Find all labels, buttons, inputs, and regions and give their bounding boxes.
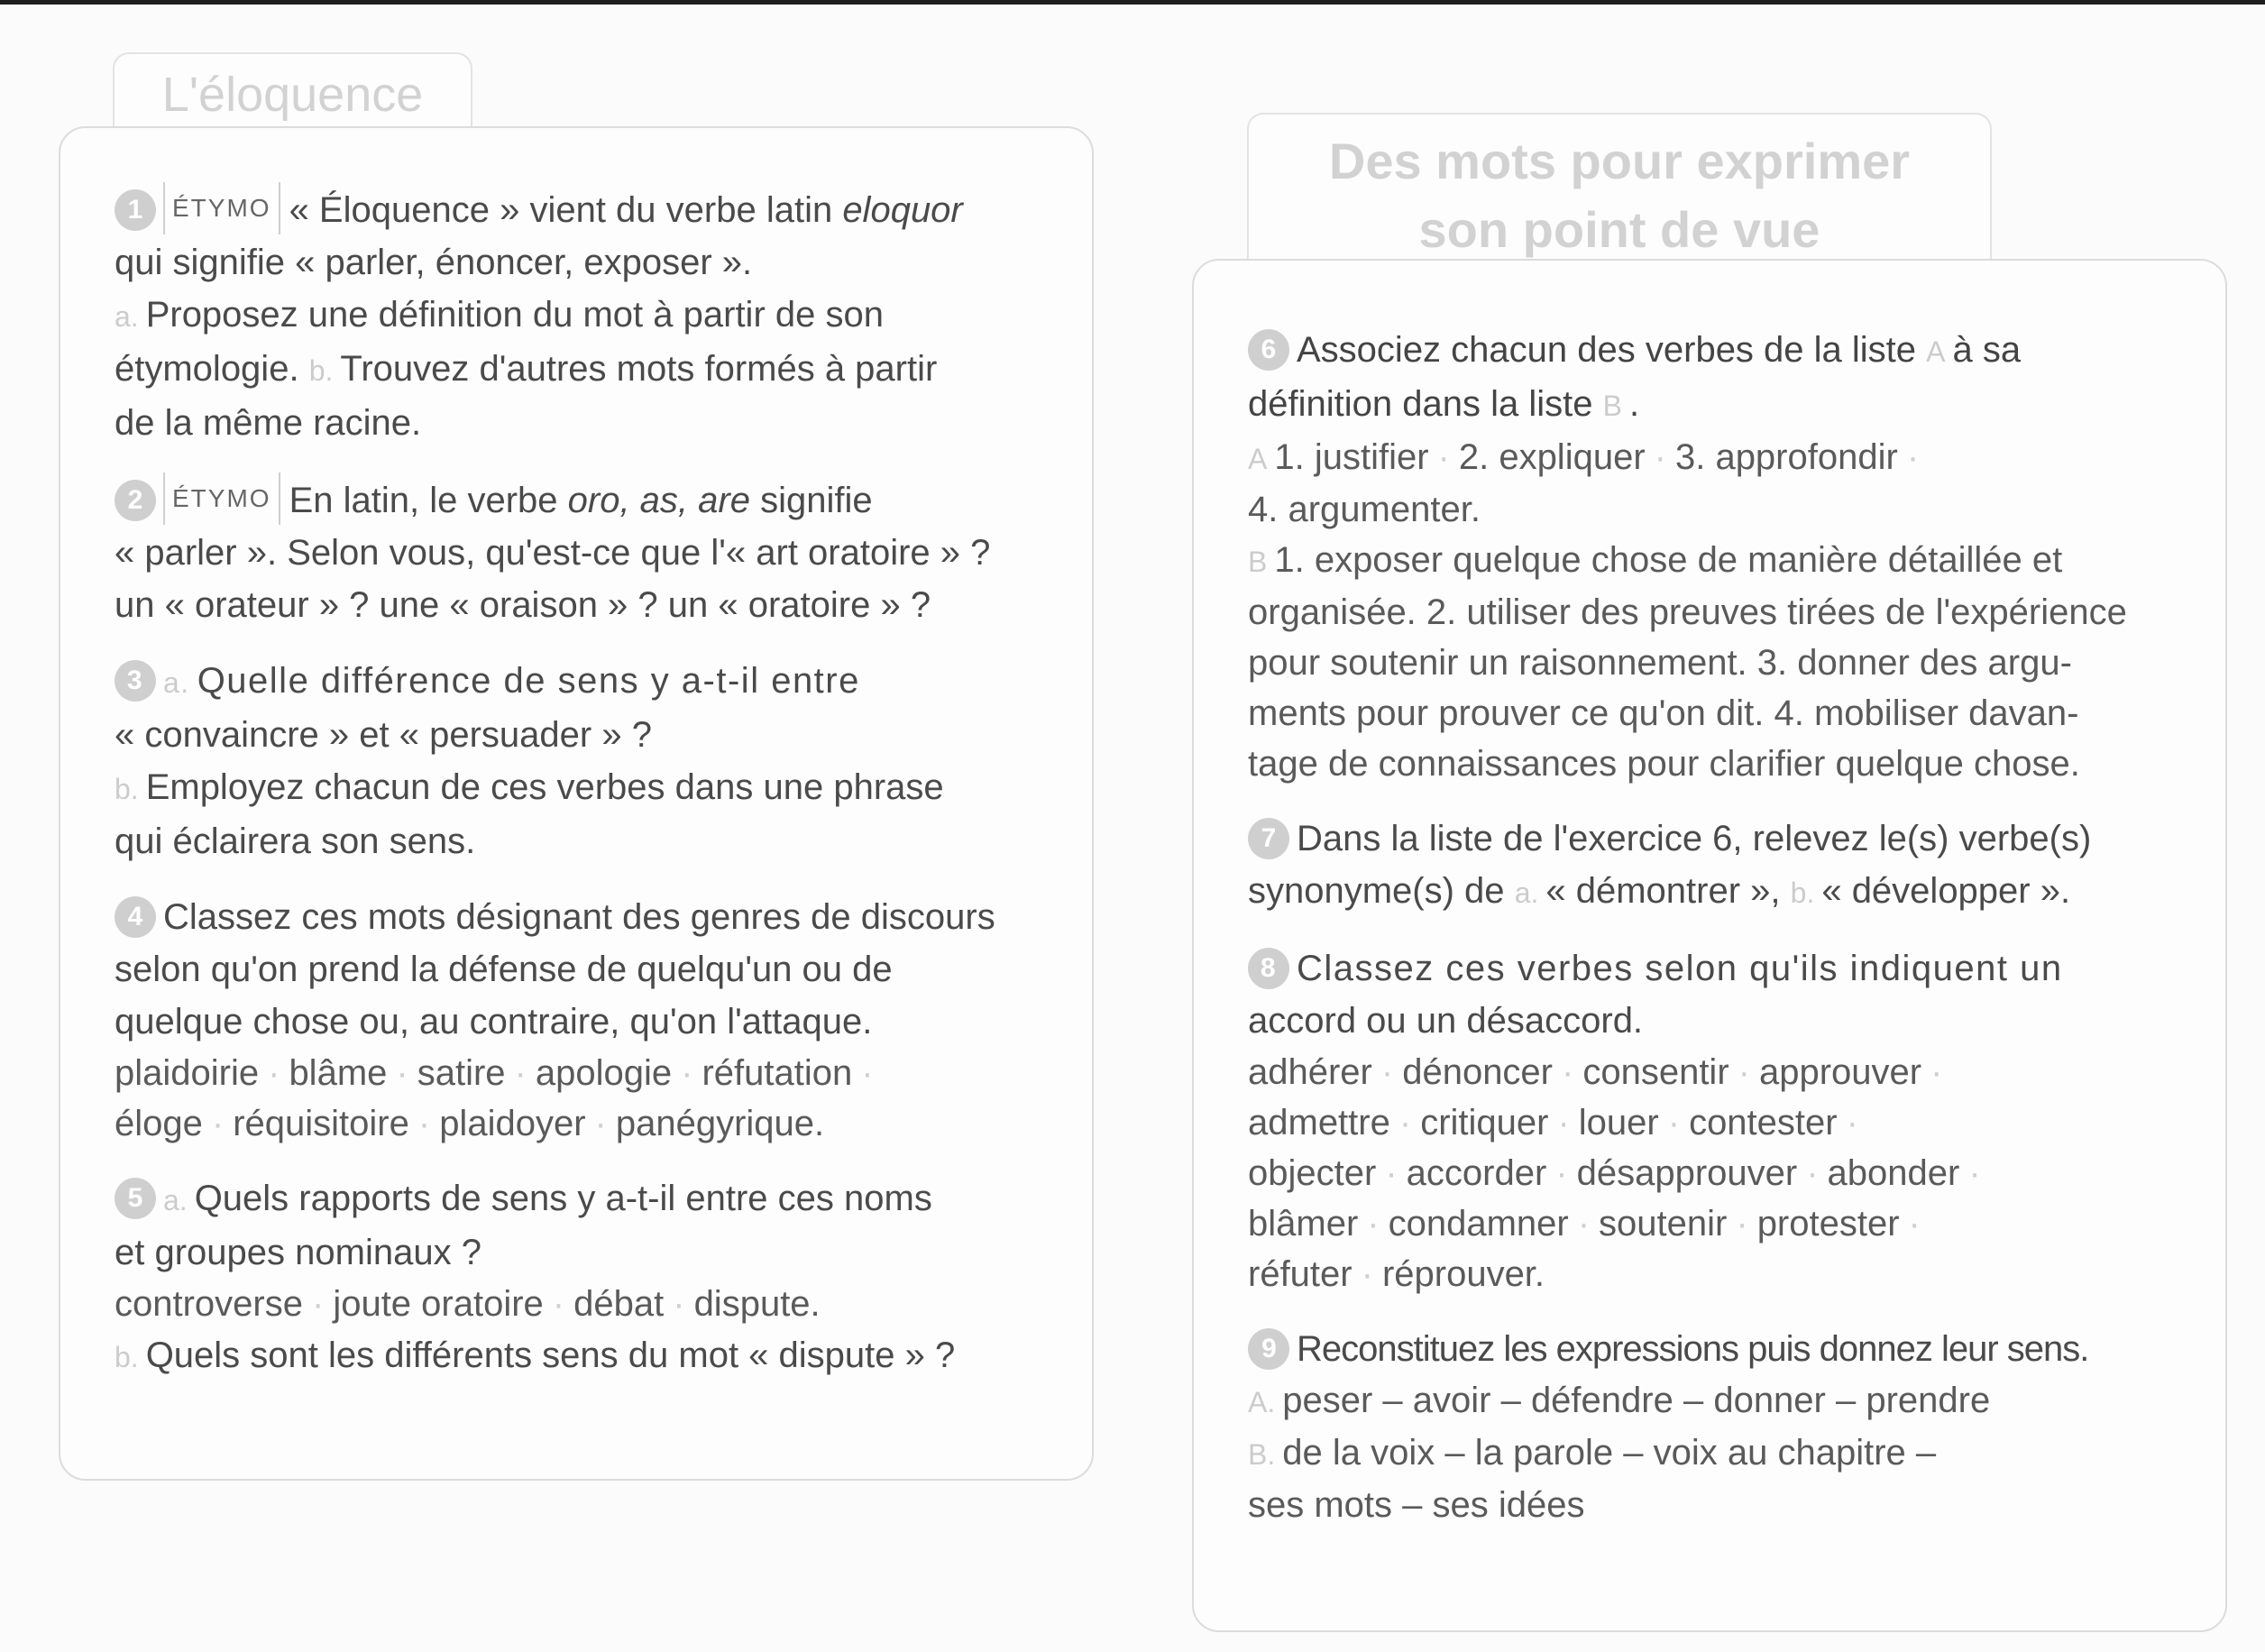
word-list: A 1. justifier · 2. expliquer · 3. approfondir ·	[1248, 437, 1920, 477]
word: réquisitoire	[233, 1104, 409, 1143]
definition-text: 1. exposer quelque chose de manière détaillée et	[1274, 540, 2063, 580]
word: joute oratoire	[333, 1284, 544, 1324]
etymo-tag: ÉTYMO	[163, 473, 280, 525]
word: désapprouver	[1576, 1153, 1798, 1193]
exercise-number-badge: 3	[115, 660, 156, 702]
exercise-text: .	[1628, 384, 1640, 424]
exercise-text: de la même racine.	[115, 403, 422, 443]
word: soutenir	[1599, 1204, 1728, 1244]
list-marker: B.	[1248, 1438, 1276, 1471]
definition-text: pour soutenir un raisonnement. 3. donner des argu-	[1248, 643, 2072, 683]
sub-question-marker: b.	[308, 354, 334, 387]
sub-question-marker: a.	[115, 300, 139, 333]
exercise-text: Classez ces mots désignant des genres de discours	[163, 897, 995, 937]
exercise-7	[1248, 812, 2171, 919]
exercise-text: « Éloquence » vient du verbe latin	[289, 190, 843, 230]
word: admettre	[1248, 1103, 1390, 1143]
word: satire	[417, 1053, 506, 1093]
word-list: controverse · joute oratoire · débat · dispute.	[115, 1284, 821, 1324]
word: adhérer	[1248, 1052, 1372, 1092]
exercise-text: définition dans la liste	[1248, 384, 1593, 424]
exercise-text: « convaincre » et « persuader » ?	[115, 715, 652, 755]
word-list: éloge · réquisitoire · plaidoyer · panégyrique.	[115, 1104, 825, 1143]
word: critiquer	[1420, 1103, 1549, 1143]
word: protester	[1756, 1204, 1900, 1244]
exercise-text: En latin, le verbe	[289, 481, 568, 520]
definition-text: ments pour prouver ce qu'on dit. 4. mobiliser davan-	[1248, 693, 2079, 733]
exercise-number-badge: 9	[1248, 1328, 1289, 1370]
exercise-text: Classez ces verbes selon qu'ils indiquent un	[1297, 949, 2063, 988]
word-list: adhérer · dénoncer · consentir · approuver ·	[1248, 1052, 1943, 1092]
definition-text: organisée. 2. utiliser des preuves tirées de l'expérience	[1248, 592, 2127, 632]
word: accorder	[1406, 1153, 1547, 1193]
exercise-text: « parler ». Selon vous, qu'est-ce que l'« art oratoire » ?	[115, 533, 991, 573]
sub-question-marker: b.	[1790, 876, 1815, 909]
exercise-text: accord ou un désaccord.	[1248, 1001, 1644, 1041]
section-tab-point-de-vue	[1247, 113, 1992, 266]
exercise-text: étymologie.	[115, 349, 299, 389]
word: abonder	[1827, 1153, 1960, 1193]
latin-word: oro, as, are	[567, 481, 750, 520]
expression-list: ses mots – ses idées	[1248, 1485, 1585, 1525]
exercise-text: Quelle différence de sens y a-t-il entre	[197, 661, 860, 701]
section-title-line: son point de vue	[1418, 201, 1820, 258]
word: 1. justifier	[1274, 437, 1429, 477]
word: 3. approfondir	[1674, 437, 1898, 477]
exercise-text: Trouvez d'autres mots formés à partir	[340, 349, 938, 389]
exercise-text: synonyme(s) de	[1248, 871, 1505, 911]
word: plaidoirie	[115, 1053, 260, 1093]
word: objecter	[1248, 1153, 1377, 1193]
list-marker: B	[1602, 390, 1622, 422]
exercise-text: Reconstituez les expressions puis donnez leur sens.	[1297, 1329, 2089, 1369]
exercise-text: et groupes nominaux ?	[115, 1233, 481, 1272]
scan-top-edge	[0, 0, 2265, 5]
exercise-4	[115, 891, 1038, 1149]
list-marker: A.	[1248, 1386, 1276, 1418]
sub-question-marker: b.	[115, 1341, 139, 1373]
word: dispute.	[693, 1284, 821, 1324]
exercise-text: Dans la liste de l'exercice 6, relevez le(s) verbe(s)	[1297, 819, 2092, 858]
word-list: objecter · accorder · désapprouver · abonder ·	[1248, 1153, 1981, 1193]
section-title-line: Des mots pour exprimer	[1328, 133, 1911, 189]
exercise-text: Proposez une définition du mot à partir de son	[145, 295, 884, 335]
word: panégyrique.	[615, 1104, 825, 1143]
latin-word: eloquor	[842, 190, 963, 230]
exercise-text: selon qu'on prend la défense de quelqu'un ou de	[115, 950, 893, 989]
word: débat	[573, 1284, 665, 1324]
list-marker: B	[1248, 546, 1268, 578]
exercise-1	[115, 182, 1038, 449]
exercise-2	[115, 473, 1038, 631]
sub-question-marker: a.	[1514, 876, 1539, 909]
etymo-tag: ÉTYMO	[163, 182, 280, 234]
word-list: plaidoirie · blâme · satire · apologie · réfutation ·	[115, 1053, 874, 1093]
exercise-6	[1248, 324, 2171, 789]
definition-text: tage de connaissances pour clarifier quelque chose.	[1248, 744, 2080, 784]
exercise-number-badge: 7	[1248, 818, 1289, 859]
exercise-text: Quels sont les différents sens du mot « dispute » ?	[145, 1335, 956, 1375]
exercise-3	[115, 655, 1038, 867]
word-list: admettre · critiquer · louer · contester ·	[1248, 1103, 1858, 1143]
exercise-text: Employez chacun de ces verbes dans une phrase	[145, 767, 944, 807]
word: réfuter	[1248, 1254, 1353, 1294]
exercise-8	[1248, 942, 2171, 1299]
word: réfutation	[702, 1053, 853, 1093]
word: contester	[1689, 1103, 1838, 1143]
list-marker: A	[1248, 443, 1268, 475]
word: louer	[1578, 1103, 1659, 1143]
exercise-panel-point-de-vue	[1192, 259, 2227, 1632]
section-title: L'éloquence	[161, 68, 424, 122]
exercise-number-badge: 2	[115, 480, 156, 521]
word: apologie	[535, 1053, 673, 1093]
exercise-text: signifie	[749, 481, 873, 520]
exercise-text: Quels rapports de sens y a-t-il entre ces noms	[194, 1179, 932, 1218]
word: 2. expliquer	[1458, 437, 1646, 477]
exercise-text: « démontrer »,	[1545, 871, 1781, 911]
section-tab-eloquence	[113, 52, 472, 135]
sub-question-marker: a.	[163, 1184, 188, 1216]
word: blâmer	[1248, 1204, 1359, 1244]
expression-list: peser – avoir – défendre – donner – prendre	[1282, 1381, 1991, 1420]
word: consentir	[1582, 1052, 1729, 1092]
word: blâme	[289, 1053, 388, 1093]
exercise-text: un « orateur » ? une « oraison » ? un « oratoire » ?	[115, 585, 931, 625]
exercise-text: qui éclairera son sens.	[115, 821, 476, 861]
exercise-text: qui signifie « parler, énoncer, exposer ».	[115, 243, 753, 282]
word: controverse	[115, 1284, 303, 1324]
exercise-number-badge: 5	[115, 1178, 156, 1219]
exercise-text: à sa	[1952, 330, 2022, 370]
word-list: blâmer · condamner · soutenir · protester ·	[1248, 1204, 1921, 1244]
exercise-text: « développer ».	[1821, 871, 2071, 911]
exercise-9	[1248, 1323, 2171, 1530]
word: plaidoyer	[439, 1104, 586, 1143]
word: dénoncer	[1402, 1052, 1553, 1092]
word: 4. argumenter.	[1248, 490, 1481, 529]
exercise-panel-eloquence	[59, 126, 1094, 1481]
exercise-number-badge: 6	[1248, 329, 1289, 371]
list-marker: A	[1926, 335, 1946, 368]
word: condamner	[1388, 1204, 1569, 1244]
word: approuver	[1758, 1052, 1922, 1092]
word: réprouver.	[1381, 1254, 1545, 1294]
expression-list: de la voix – la parole – voix au chapitre –	[1282, 1433, 1937, 1473]
word: éloge	[115, 1104, 203, 1143]
sub-question-marker: b.	[115, 773, 139, 805]
exercise-text: Associez chacun des verbes de la liste	[1297, 330, 1917, 370]
exercise-text: quelque chose ou, au contraire, qu'on l'attaque.	[115, 1002, 873, 1042]
word-list: réfuter · réprouver.	[1248, 1254, 1545, 1294]
exercise-number-badge: 4	[115, 896, 156, 938]
exercise-number-badge: 1	[115, 189, 156, 231]
exercise-number-badge: 8	[1248, 948, 1289, 989]
exercise-5	[115, 1172, 1038, 1383]
sub-question-marker: a.	[163, 666, 190, 699]
